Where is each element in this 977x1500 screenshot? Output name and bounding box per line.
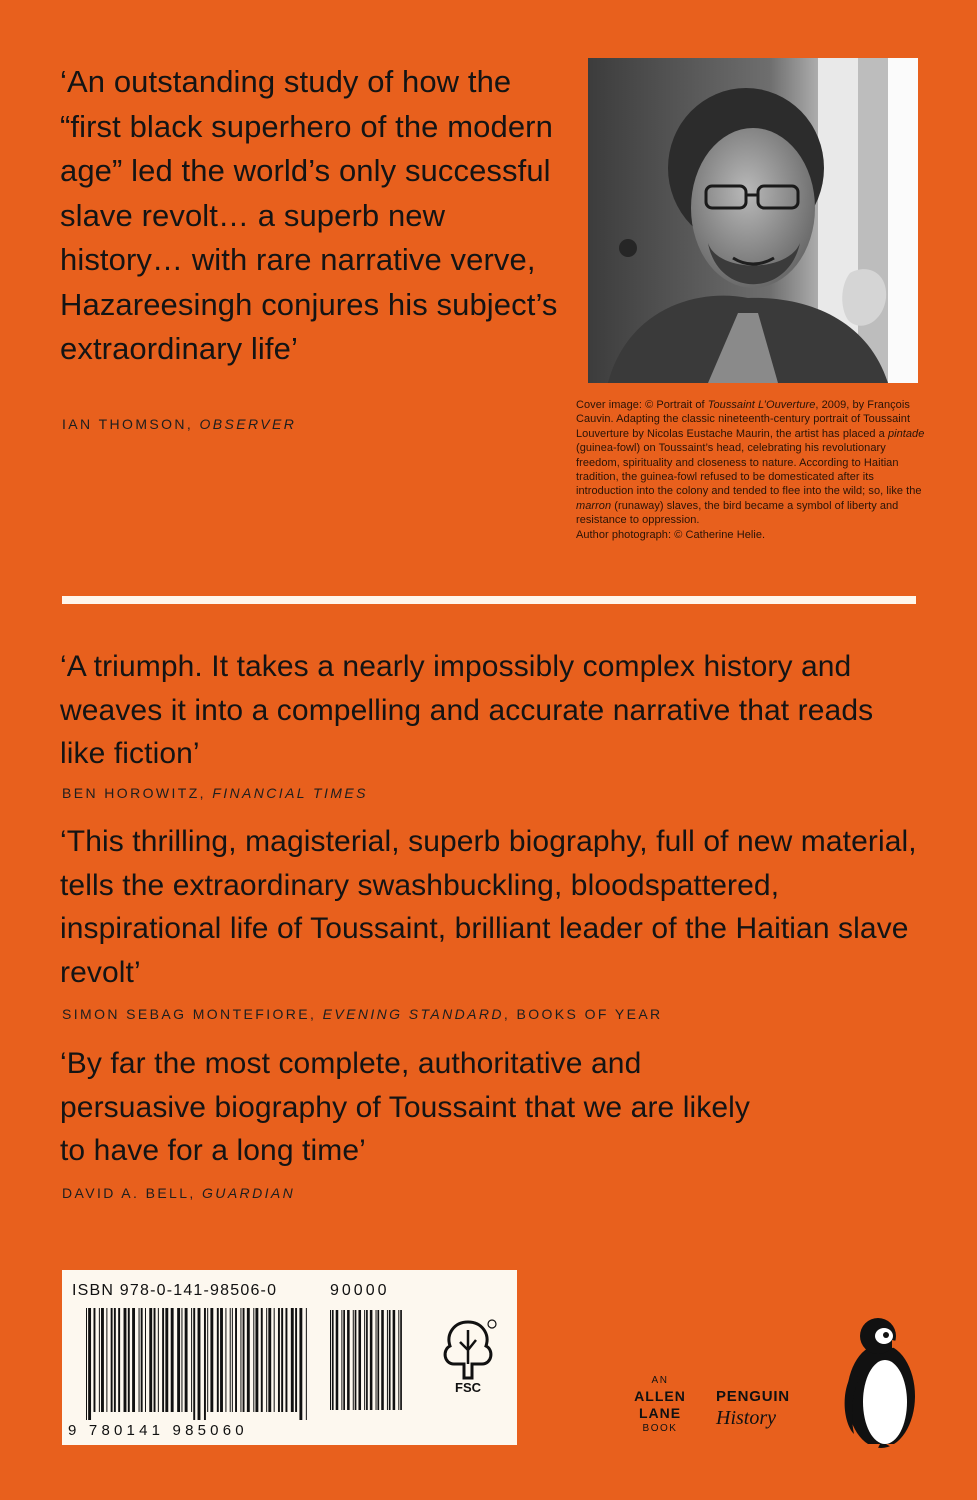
- quote-author: DAVID A. BELL,: [62, 1185, 203, 1201]
- barcode-bar: [220, 1308, 223, 1412]
- quote-text: ‘By far the most complete, authoritative and persuasive biography of Toussaint that we are likely to have for a long time’: [60, 1047, 751, 1167]
- barcode-bar: [158, 1308, 159, 1412]
- review-quote-evening-standard: [60, 820, 920, 994]
- barcode-bar: [145, 1308, 146, 1412]
- barcode-bar: [207, 1308, 208, 1412]
- credits-part1: Cover image: © Portrait of: [576, 399, 708, 411]
- ean-barcode: [86, 1308, 312, 1420]
- barcode-bar: [355, 1310, 357, 1410]
- barcode-bar: [376, 1310, 377, 1410]
- barcode-bar: [306, 1308, 307, 1420]
- barcode-bar: [139, 1308, 140, 1412]
- isbn-label: ISBN 978-0-141-98506-0: [72, 1282, 278, 1299]
- review-attribution-financial-times: [62, 785, 368, 801]
- barcode-bar: [398, 1310, 399, 1410]
- section-divider: [62, 596, 916, 604]
- fsc-label: FSC: [455, 1380, 481, 1395]
- barcode-bar: [247, 1308, 250, 1412]
- allen-lane-name: ALLEN LANE: [634, 1388, 686, 1421]
- barcode-bar: [370, 1310, 373, 1410]
- barcode-bar: [181, 1308, 182, 1412]
- barcode-bar: [332, 1310, 334, 1410]
- barcode-bar: [387, 1310, 388, 1410]
- barcode-bar: [266, 1308, 267, 1412]
- barcode-bar: [285, 1308, 287, 1412]
- review-attribution-guardian: [62, 1185, 295, 1201]
- barcode-bar: [336, 1310, 339, 1410]
- barcode-bar: [295, 1308, 297, 1412]
- barcode-bar: [274, 1308, 275, 1412]
- barcode-bar: [281, 1308, 283, 1412]
- barcode-bar: [149, 1308, 152, 1412]
- barcode-bar: [291, 1308, 294, 1412]
- quote-source: OBSERVER: [199, 416, 297, 432]
- barcode-bar: [162, 1308, 164, 1412]
- credits-part3: (guinea-fowl) on Toussaint’s head, celebrating his revolutionary freedom, spirituality and closeness to nature. According to Haitian tradition, the guinea-fowl refused to be domesticated after its introduction into the colony and tended to flee into the wild; so, like the: [576, 442, 922, 498]
- quote-source: EVENING STANDARD: [322, 1006, 504, 1022]
- quote-author: IAN THOMSON,: [62, 416, 200, 432]
- credits-work-title: Toussaint L’Ouverture: [707, 399, 816, 411]
- fsc-logo-icon: [436, 1316, 500, 1396]
- quote-author: SIMON SEBAG MONTEFIORE,: [62, 1006, 323, 1022]
- penguin-icon: [840, 1314, 922, 1454]
- barcode-bar: [364, 1310, 365, 1410]
- review-attribution-observer: [62, 416, 296, 432]
- barcode-bar: [400, 1310, 402, 1410]
- barcode-bar: [193, 1308, 195, 1420]
- barcode-bar: [114, 1308, 116, 1412]
- allen-lane-logo: [620, 1374, 700, 1436]
- author-photo-credit: Author photograph: © Catherine Helie.: [576, 528, 766, 541]
- barcode-bar: [99, 1308, 100, 1412]
- barcode-bar: [128, 1308, 130, 1412]
- barcode-bar: [225, 1308, 226, 1412]
- review-attribution-evening-standard: [62, 1006, 663, 1022]
- barcode-bar: [111, 1308, 113, 1412]
- barcode-bar: [88, 1308, 91, 1420]
- quote-source: GUARDIAN: [202, 1185, 296, 1201]
- barcode-bar: [377, 1310, 379, 1410]
- barcode-bar: [204, 1308, 206, 1420]
- barcode-bar: [198, 1308, 201, 1420]
- barcode-bar: [141, 1308, 143, 1412]
- barcode-bar: [235, 1308, 237, 1412]
- barcode-bar: [353, 1310, 354, 1410]
- barcode-bar: [232, 1308, 233, 1412]
- barcode-bar: [341, 1310, 342, 1410]
- review-quote-financial-times: [60, 645, 920, 776]
- barcode-bar: [343, 1310, 345, 1410]
- allen-lane-book: BOOK: [642, 1423, 678, 1434]
- credits-part4: (runaway) slaves, the bird became a symbol of liberty and resistance to oppression.: [576, 499, 899, 527]
- barcode-bar: [210, 1308, 213, 1412]
- barcode-bar: [255, 1308, 258, 1412]
- history-label: History: [716, 1407, 776, 1429]
- barcode-bar: [347, 1310, 350, 1410]
- barcode-bar: [366, 1310, 368, 1410]
- barcode-bar: [101, 1308, 104, 1412]
- credits-pintade: pintade: [887, 427, 925, 440]
- quote-text: ‘An outstanding study of how the “first black superhero of the modern age” led the world’s only successful slave revolt… a superb new history… with rare narrative verve, Hazareesingh conjures his subject’s extraordinary life’: [60, 64, 558, 366]
- ean-digits: 9 780141 985060: [68, 1422, 248, 1439]
- barcode-bar: [268, 1308, 271, 1412]
- barcode-bar: [177, 1308, 180, 1412]
- quote-extra: , BOOKS OF YEAR: [503, 1006, 663, 1022]
- review-quote-guardian: [60, 1042, 760, 1173]
- barcode-bar: [217, 1308, 219, 1412]
- barcode-bar: [106, 1308, 107, 1412]
- allen-lane-an: AN: [651, 1375, 669, 1386]
- quote-text: ‘A triumph. It takes a nearly impossibly complex history and weaves it into a compelling and accurate narrative that reads like fiction’: [60, 650, 874, 770]
- barcode-bar: [185, 1308, 188, 1412]
- barcode-bar: [171, 1308, 174, 1412]
- author-portrait-image: [588, 58, 918, 383]
- price-code: 90000: [330, 1282, 390, 1299]
- barcode-bar: [389, 1310, 391, 1410]
- barcode-bar: [358, 1310, 361, 1410]
- barcode-bar: [381, 1310, 384, 1410]
- author-photograph: [588, 58, 918, 383]
- barcode-bar: [253, 1308, 254, 1412]
- barcode-bar: [94, 1308, 96, 1412]
- barcode-bar: [243, 1308, 245, 1412]
- barcode-bar: [330, 1310, 331, 1410]
- barcode-bar: [299, 1308, 302, 1420]
- barcode-bar: [191, 1308, 192, 1412]
- barcode-bar: [240, 1308, 241, 1412]
- barcode-panel: [62, 1270, 517, 1445]
- barcode-bar: [278, 1308, 280, 1412]
- barcode-bar: [261, 1308, 263, 1412]
- quote-text: ‘This thrilling, magisterial, superb biography, full of new material, tells the extraordinary swashbuckling, bloodspattered, inspirational life of Toussaint, brilliant leader of the Haitian slave revolt’: [60, 825, 917, 989]
- credits-marron: marron: [576, 499, 612, 512]
- quote-source: FINANCIAL TIMES: [212, 785, 368, 801]
- penguin-history-logo: [716, 1388, 790, 1430]
- barcode-bar: [154, 1308, 156, 1412]
- barcode-bar: [132, 1308, 135, 1412]
- credits-part2: , 2009, by François Cauvin. Adapting the classic nineteenth-century portrait of Toussaint Louverture by Nicolas Eustache Maurin, the artist has placed a: [576, 399, 911, 440]
- barcode-bar: [393, 1310, 396, 1410]
- review-quote-observer: [60, 60, 570, 372]
- penguin-label: PENGUIN: [716, 1388, 790, 1405]
- barcode-bar: [86, 1308, 87, 1420]
- cover-credits: [576, 398, 926, 542]
- barcode-bar: [165, 1308, 168, 1412]
- barcode-bar: [230, 1308, 231, 1412]
- barcode-bar: [118, 1308, 120, 1412]
- price-barcode: [330, 1310, 406, 1410]
- quote-author: BEN HOROWITZ,: [62, 785, 213, 801]
- barcode-bar: [124, 1308, 127, 1412]
